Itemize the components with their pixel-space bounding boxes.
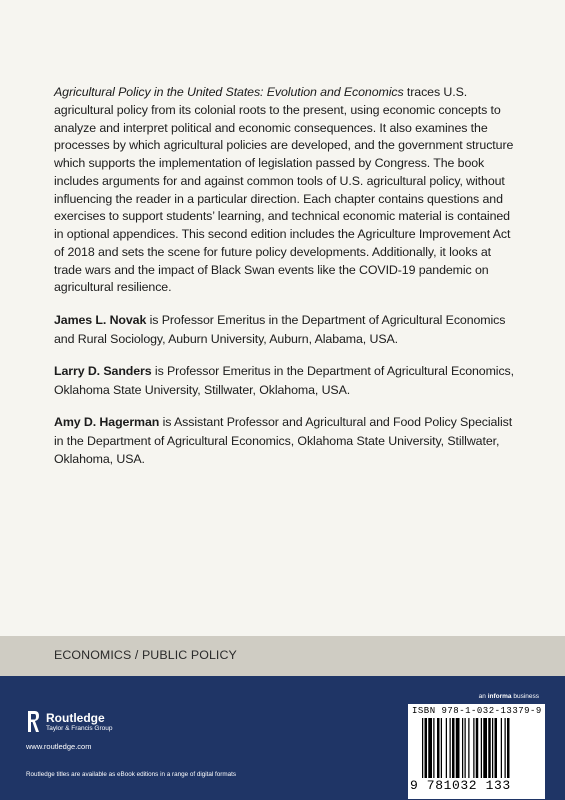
barcode-bar [425,718,428,778]
author-name: Amy D. Hagerman [54,415,160,429]
barcode-bar [452,718,455,778]
barcode-bar [446,718,447,778]
publisher-url: www.routledge.com [26,742,92,751]
informa-brand: informa [487,693,512,700]
description-text: traces U.S. agricultural policy from its colonial roots to the present, using economic concepts to analyze and interpret political and economic consequences. It also examines the processes by which agricultural policies are developed, and the government structure which supports the implementation of legislation passed by Congress. The book includes arguments for and against common tools of U.S. agricultural policy, without influencing the reader in a particular direction. Each chapter contains questions and exercises to support students’ learning, and technical economic material is contained in optional appendices. This second edition includes the Agriculture Improvement Act of 2018 and sets the scene for future policy developments. Additionally, it looks at trade wars and the impact of Black Swan events like the COVID-19 pandemic on agricultural resilience. [54,85,514,295]
barcode-bar [428,718,432,778]
barcode-bar [483,718,487,778]
barcode-bar [488,718,491,778]
barcode-bar [433,718,434,778]
barcode-bar [456,718,460,778]
author-name: Larry D. Sanders [54,364,152,378]
barcode-bar [468,718,469,778]
author-name: James L. Novak [54,313,147,327]
barcode-bar [481,718,482,778]
back-cover-text [54,84,520,483]
author-bio [54,413,520,469]
ebook-note: Routledge titles are available as eBook editions in a range of digital formats [26,771,237,778]
book-title: Agricultural Policy in the United States: Evolution and Economics [54,85,404,99]
routledge-logo-icon [26,710,40,734]
publisher-band [0,676,565,800]
author-bio-text: is Professor Emeritus in the Department of Agricultural Economics, Oklahoma State University, Stillwater, Oklahoma, USA. [54,364,514,397]
isbn-barcode [408,704,545,799]
barcode-bar [505,718,506,778]
author-bio [54,311,520,348]
barcode-bar [441,718,442,778]
author-bio-text: is Professor Emeritus in the Department of Agricultural Economics and Rural Sociology, Auburn University, Auburn, Alabama, USA. [54,313,506,346]
barcode-bar [462,718,463,778]
barcode-number: 9 781032 133 [410,778,511,793]
barcode-bar [437,718,440,778]
barcode-bar [476,718,479,778]
barcode-bar [473,718,474,778]
barcode-bars [422,718,540,778]
informa-business-label: an informa business [478,693,539,700]
barcode-bar [495,718,498,778]
author-bio [54,362,520,399]
author-bio-text: is Assistant Professor and Agricultural and Food Policy Specialist in the Department of Agricultural Economics, Oklahoma State University, Stillwater, Oklahoma, USA. [54,415,513,466]
barcode-bar [501,718,502,778]
barcode-bar [422,718,423,778]
barcode-bar [450,718,451,778]
barcode-bar [465,718,466,778]
barcode-bar [507,718,510,778]
isbn-text: ISBN 978-1-032-13379-9 [412,706,542,716]
subject-category: ECONOMICS / PUBLIC POLICY [54,648,237,662]
barcode-bar [492,718,493,778]
book-description [54,84,520,297]
subject-band [0,636,565,676]
publisher-group: Taylor & Francis Group [46,725,113,732]
publisher-name: Routledge [46,711,105,725]
